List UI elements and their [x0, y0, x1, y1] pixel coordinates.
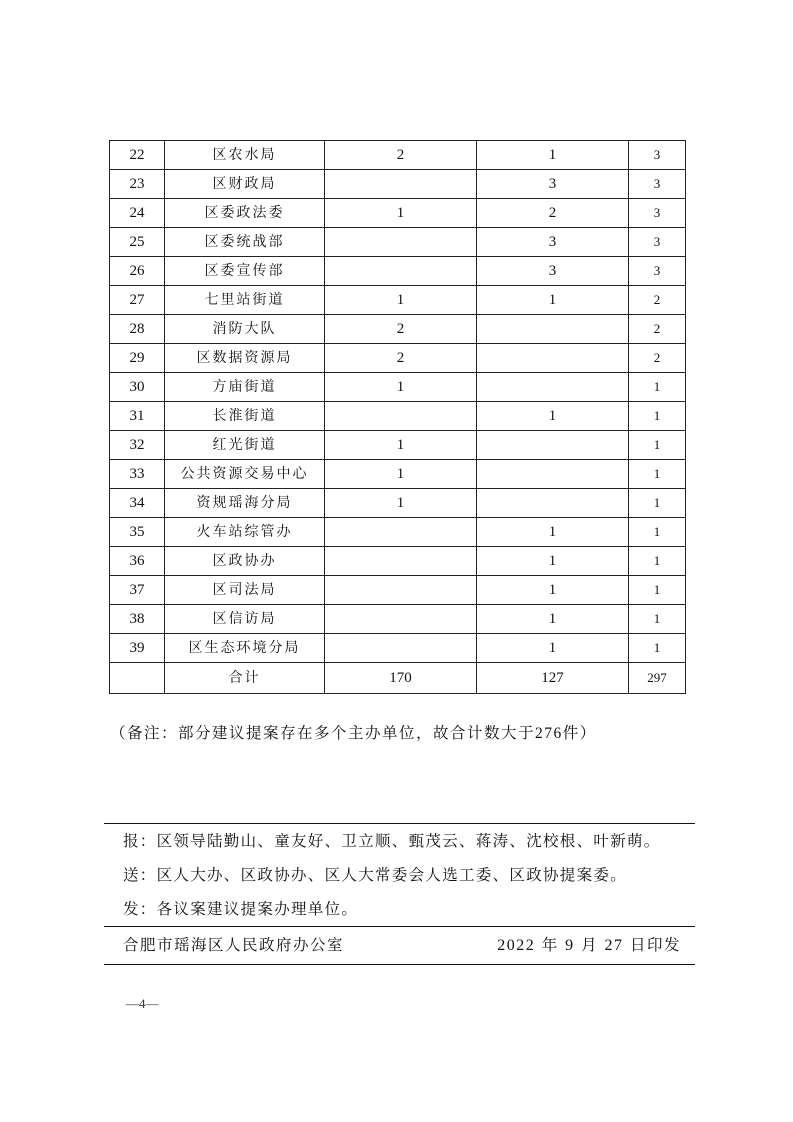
- row-index: 29: [110, 344, 165, 373]
- table-row: [110, 141, 686, 170]
- total-count-a: 170: [325, 663, 477, 694]
- row-unit-name: 区委宣传部: [165, 257, 325, 286]
- table-row: [110, 373, 686, 402]
- row-index: 24: [110, 199, 165, 228]
- row-total: 3: [629, 257, 686, 286]
- row-count-a: 1: [325, 489, 477, 518]
- row-count-b: [477, 460, 629, 489]
- row-count-b: [477, 489, 629, 518]
- row-count-a: [325, 402, 477, 431]
- remark-prefix: （备注：部分建议提案存在多个主办单位，故合计数大于: [110, 724, 536, 742]
- row-unit-name: 火车站综管办: [165, 518, 325, 547]
- issue-date-suffix: 日印发: [629, 936, 681, 954]
- row-count-a: [325, 547, 477, 576]
- row-count-b: 3: [477, 257, 629, 286]
- row-count-a: [325, 605, 477, 634]
- row-index: 32: [110, 431, 165, 460]
- row-total: 2: [629, 344, 686, 373]
- remark-number: 276: [535, 725, 563, 742]
- total-count-b: 127: [477, 663, 629, 694]
- proposal-statistics-table: [109, 140, 686, 694]
- row-count-a: [325, 228, 477, 257]
- row-total: 2: [629, 286, 686, 315]
- row-total: 2: [629, 315, 686, 344]
- row-total: 3: [629, 170, 686, 199]
- table-row: [110, 431, 686, 460]
- page-number: —4—: [126, 996, 159, 1011]
- row-unit-name: 区生态环境分局: [165, 634, 325, 663]
- row-unit-name: 红光街道: [165, 431, 325, 460]
- row-total: 3: [629, 228, 686, 257]
- issue-date-year: 2022: [497, 937, 536, 954]
- row-unit-name: 区农水局: [165, 141, 325, 170]
- row-count-b: 3: [477, 228, 629, 257]
- row-total: 1: [629, 634, 686, 663]
- distribution-issue-line: 发：各议案建议提案办理单位。: [123, 900, 359, 918]
- row-unit-name: 长淮街道: [165, 402, 325, 431]
- row-count-a: [325, 634, 477, 663]
- row-total: 3: [629, 199, 686, 228]
- row-count-b: 1: [477, 141, 629, 170]
- row-count-a: 2: [325, 141, 477, 170]
- table-row: [110, 634, 686, 663]
- issue-date: [497, 933, 681, 955]
- table-row: [110, 576, 686, 605]
- row-total: 1: [629, 431, 686, 460]
- row-index: 27: [110, 286, 165, 315]
- row-total: 1: [629, 547, 686, 576]
- issuing-office: 合肥市瑶海区人民政府办公室: [123, 936, 345, 954]
- row-unit-name: 消防大队: [165, 315, 325, 344]
- row-count-b: 3: [477, 170, 629, 199]
- table-row: [110, 605, 686, 634]
- table-row: [110, 489, 686, 518]
- row-index: 35: [110, 518, 165, 547]
- row-index: 26: [110, 257, 165, 286]
- row-index: 22: [110, 141, 165, 170]
- issue-date-year-unit: 年: [541, 936, 559, 954]
- row-index: 33: [110, 460, 165, 489]
- row-total: 1: [629, 576, 686, 605]
- distribution-bottom-rule: [104, 964, 695, 965]
- row-index: 30: [110, 373, 165, 402]
- row-index: 28: [110, 315, 165, 344]
- issue-date-month-unit: 月: [581, 936, 599, 954]
- remark-suffix: 件）: [562, 724, 597, 742]
- row-index: 31: [110, 402, 165, 431]
- row-index: 34: [110, 489, 165, 518]
- row-count-a: 2: [325, 344, 477, 373]
- row-count-b: 2: [477, 199, 629, 228]
- row-index: 38: [110, 605, 165, 634]
- table-row: [110, 518, 686, 547]
- table-row: [110, 547, 686, 576]
- row-count-a: [325, 170, 477, 199]
- row-count-b: 1: [477, 576, 629, 605]
- row-unit-name: 区政协办: [165, 547, 325, 576]
- row-count-a: 1: [325, 199, 477, 228]
- row-count-a: 1: [325, 373, 477, 402]
- table-row: [110, 460, 686, 489]
- row-unit-name: 资规瑶海分局: [165, 489, 325, 518]
- row-count-a: 1: [325, 431, 477, 460]
- row-count-a: 1: [325, 460, 477, 489]
- table-total-row: [110, 663, 686, 694]
- row-total: 1: [629, 373, 686, 402]
- row-count-b: [477, 344, 629, 373]
- table-body: [110, 141, 686, 694]
- row-count-b: 1: [477, 286, 629, 315]
- row-count-b: [477, 431, 629, 460]
- row-count-b: 1: [477, 518, 629, 547]
- row-unit-name: 区委政法委: [165, 199, 325, 228]
- distribution-report-line: 报：区领导陆勤山、童友好、卫立顺、甄茂云、蒋涛、沈校根、叶新萌。: [123, 832, 661, 850]
- row-total: 3: [629, 141, 686, 170]
- row-count-a: [325, 518, 477, 547]
- issue-date-month: 9: [565, 937, 575, 954]
- row-unit-name: 公共资源交易中心: [165, 460, 325, 489]
- row-total: 1: [629, 518, 686, 547]
- table-row: [110, 315, 686, 344]
- table-row: [110, 257, 686, 286]
- distribution-send-line: 送：区人大办、区政协办、区人大常委会人选工委、区政协提案委。: [123, 866, 628, 884]
- row-count-b: 1: [477, 634, 629, 663]
- row-count-a: [325, 576, 477, 605]
- row-index: 23: [110, 170, 165, 199]
- row-count-b: 1: [477, 402, 629, 431]
- table-row: [110, 170, 686, 199]
- row-total: 1: [629, 489, 686, 518]
- row-count-b: [477, 373, 629, 402]
- distribution-top-rule: [104, 823, 695, 824]
- table-remark: [110, 721, 597, 743]
- table-row: [110, 228, 686, 257]
- total-index-empty: [110, 663, 165, 694]
- table-row: [110, 402, 686, 431]
- row-count-b: 1: [477, 547, 629, 576]
- row-total: 1: [629, 460, 686, 489]
- row-unit-name: 七里站街道: [165, 286, 325, 315]
- row-index: 25: [110, 228, 165, 257]
- table-row: [110, 344, 686, 373]
- table-row: [110, 286, 686, 315]
- row-count-a: 2: [325, 315, 477, 344]
- issue-date-day: 27: [604, 937, 624, 954]
- row-unit-name: 区财政局: [165, 170, 325, 199]
- row-count-a: [325, 257, 477, 286]
- grand-total: 297: [629, 663, 686, 694]
- table-row: [110, 199, 686, 228]
- distribution-middle-rule: [104, 926, 695, 927]
- row-index: 39: [110, 634, 165, 663]
- row-unit-name: 区委统战部: [165, 228, 325, 257]
- row-unit-name: 方庙街道: [165, 373, 325, 402]
- row-count-b: 1: [477, 605, 629, 634]
- row-total: 1: [629, 605, 686, 634]
- row-index: 37: [110, 576, 165, 605]
- total-label: 合计: [165, 663, 325, 694]
- row-total: 1: [629, 402, 686, 431]
- row-unit-name: 区司法局: [165, 576, 325, 605]
- row-index: 36: [110, 547, 165, 576]
- row-count-a: 1: [325, 286, 477, 315]
- row-unit-name: 区数据资源局: [165, 344, 325, 373]
- row-unit-name: 区信访局: [165, 605, 325, 634]
- row-count-b: [477, 315, 629, 344]
